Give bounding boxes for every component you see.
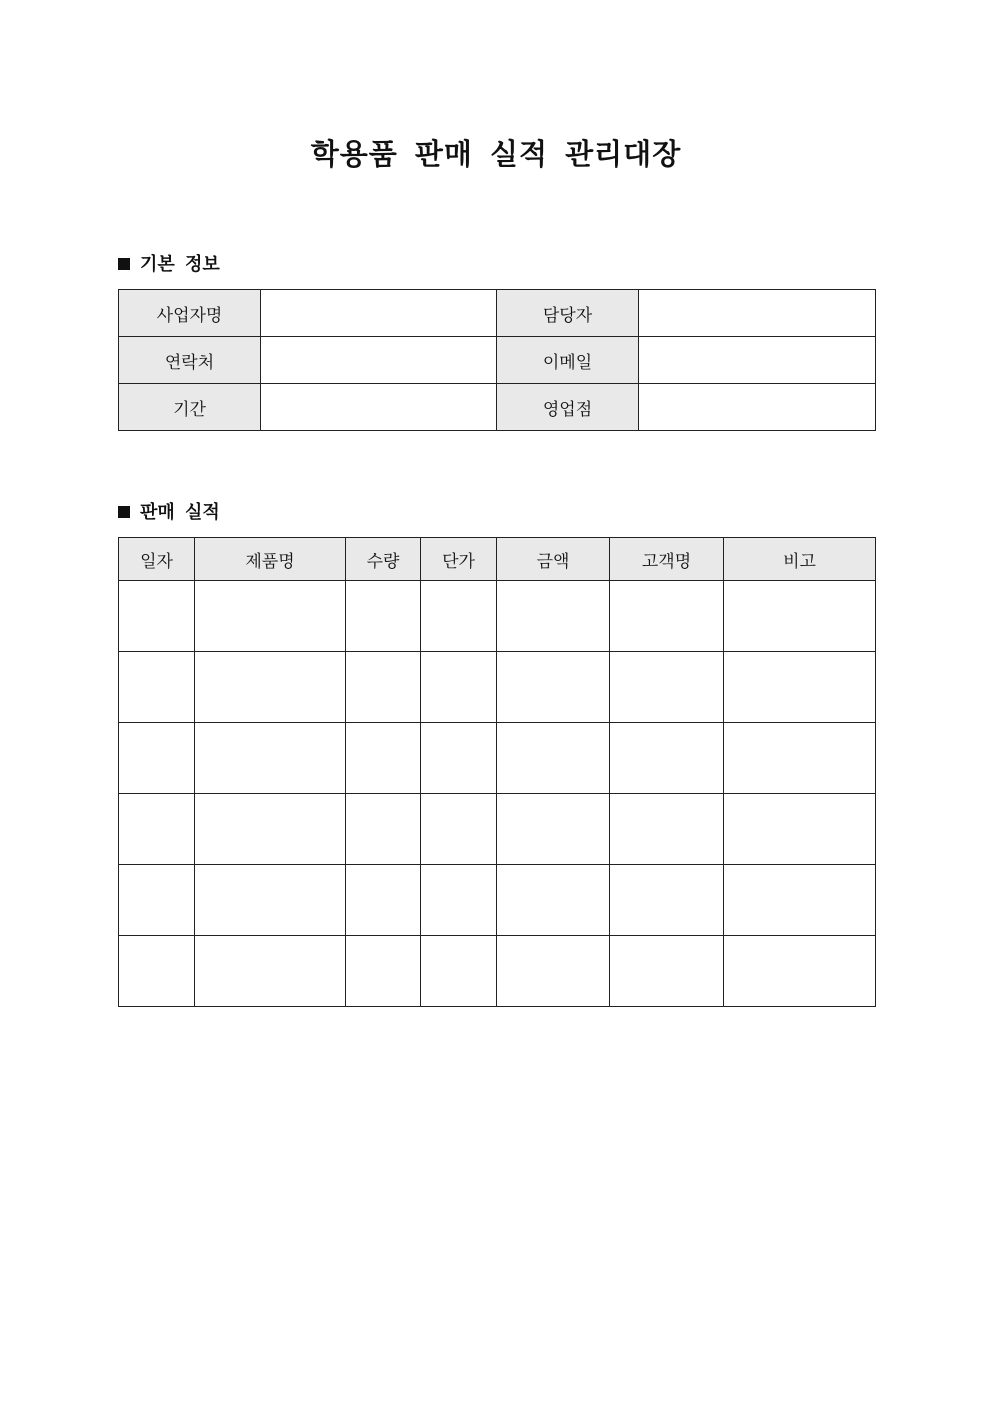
info-row xyxy=(119,384,876,431)
cell-customer[interactable] xyxy=(610,652,724,723)
cell-quantity[interactable] xyxy=(346,865,421,936)
label-email: 이메일 xyxy=(497,337,639,384)
table-row xyxy=(119,652,876,723)
square-bullet-icon xyxy=(118,506,130,518)
column-header-amount: 금액 xyxy=(497,538,610,581)
cell-customer[interactable] xyxy=(610,581,724,652)
label-period: 기간 xyxy=(119,384,261,431)
column-header-unit-price: 단가 xyxy=(421,538,497,581)
field-branch[interactable] xyxy=(639,384,876,431)
sales-table xyxy=(118,537,876,1007)
field-business-name[interactable] xyxy=(261,290,497,337)
cell-quantity[interactable] xyxy=(346,581,421,652)
field-manager[interactable] xyxy=(639,290,876,337)
label-business-name: 사업자명 xyxy=(119,290,261,337)
cell-unit-price[interactable] xyxy=(421,865,497,936)
cell-quantity[interactable] xyxy=(346,652,421,723)
cell-quantity[interactable] xyxy=(346,936,421,1007)
label-manager: 담당자 xyxy=(497,290,639,337)
field-contact[interactable] xyxy=(261,337,497,384)
cell-unit-price[interactable] xyxy=(421,652,497,723)
sales-heading-text: 판매 실적 xyxy=(140,502,220,523)
basic-info-heading xyxy=(118,253,220,277)
cell-amount[interactable] xyxy=(497,865,610,936)
cell-customer[interactable] xyxy=(610,865,724,936)
cell-product[interactable] xyxy=(195,936,346,1007)
cell-quantity[interactable] xyxy=(346,794,421,865)
cell-date[interactable] xyxy=(119,794,195,865)
info-row xyxy=(119,337,876,384)
cell-date[interactable] xyxy=(119,936,195,1007)
column-header-product: 제품명 xyxy=(195,538,346,581)
table-row xyxy=(119,723,876,794)
cell-product[interactable] xyxy=(195,865,346,936)
page-title: 학용품 판매 실적 관리대장 xyxy=(310,137,682,171)
table-row xyxy=(119,794,876,865)
basic-info-table xyxy=(118,289,876,431)
cell-date[interactable] xyxy=(119,723,195,794)
cell-product[interactable] xyxy=(195,652,346,723)
sales-header-row xyxy=(119,538,876,581)
cell-amount[interactable] xyxy=(497,652,610,723)
cell-amount[interactable] xyxy=(497,723,610,794)
cell-product[interactable] xyxy=(195,794,346,865)
cell-unit-price[interactable] xyxy=(421,723,497,794)
label-branch: 영업점 xyxy=(497,384,639,431)
field-email[interactable] xyxy=(639,337,876,384)
column-header-customer: 고객명 xyxy=(610,538,724,581)
cell-remarks[interactable] xyxy=(724,794,876,865)
cell-remarks[interactable] xyxy=(724,723,876,794)
cell-remarks[interactable] xyxy=(724,652,876,723)
column-header-remarks: 비고 xyxy=(724,538,876,581)
cell-date[interactable] xyxy=(119,652,195,723)
cell-product[interactable] xyxy=(195,581,346,652)
square-bullet-icon xyxy=(118,258,130,270)
cell-remarks[interactable] xyxy=(724,581,876,652)
column-header-date: 일자 xyxy=(119,538,195,581)
cell-date[interactable] xyxy=(119,581,195,652)
table-row xyxy=(119,865,876,936)
info-row xyxy=(119,290,876,337)
label-contact: 연락처 xyxy=(119,337,261,384)
cell-amount[interactable] xyxy=(497,581,610,652)
basic-info-heading-text: 기본 정보 xyxy=(140,254,220,275)
cell-unit-price[interactable] xyxy=(421,794,497,865)
table-row xyxy=(119,581,876,652)
column-header-quantity: 수량 xyxy=(346,538,421,581)
cell-amount[interactable] xyxy=(497,936,610,1007)
cell-customer[interactable] xyxy=(610,794,724,865)
cell-customer[interactable] xyxy=(610,936,724,1007)
cell-unit-price[interactable] xyxy=(421,936,497,1007)
field-period[interactable] xyxy=(261,384,497,431)
cell-remarks[interactable] xyxy=(724,865,876,936)
table-row xyxy=(119,936,876,1007)
cell-unit-price[interactable] xyxy=(421,581,497,652)
cell-date[interactable] xyxy=(119,865,195,936)
cell-amount[interactable] xyxy=(497,794,610,865)
cell-product[interactable] xyxy=(195,723,346,794)
cell-customer[interactable] xyxy=(610,723,724,794)
cell-quantity[interactable] xyxy=(346,723,421,794)
sales-heading xyxy=(118,501,220,525)
cell-remarks[interactable] xyxy=(724,936,876,1007)
